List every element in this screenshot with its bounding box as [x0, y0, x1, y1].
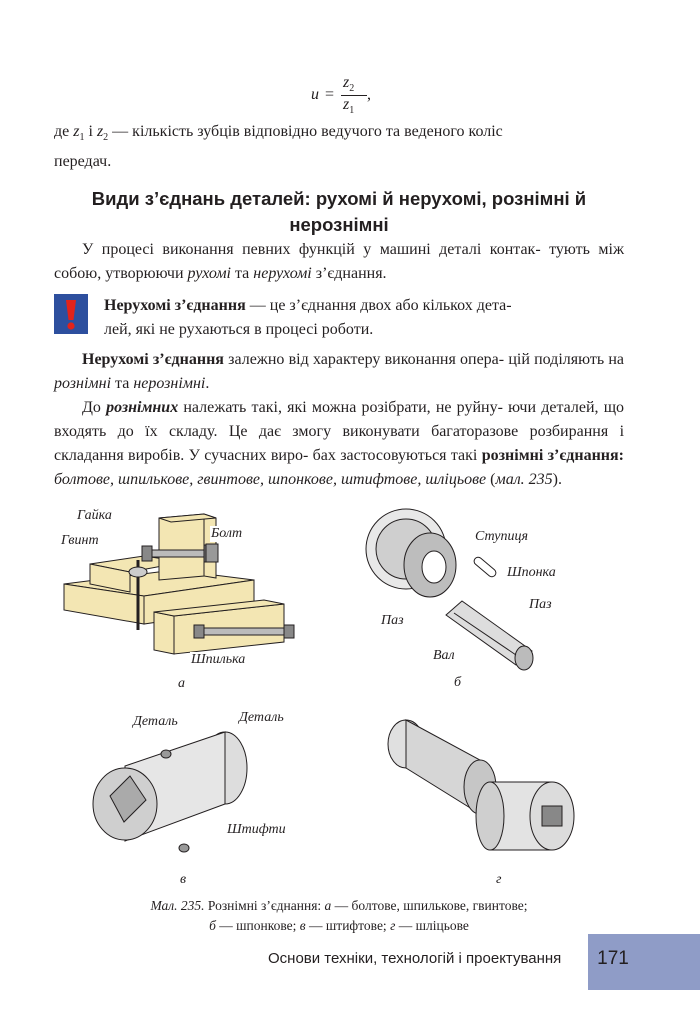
label-bolt: Болт	[211, 526, 243, 541]
label-detal-left: Деталь	[133, 714, 178, 729]
pin-joint-illustration	[80, 706, 320, 886]
bolt-illustration	[54, 500, 324, 700]
formula-eq: =	[325, 86, 335, 103]
label-paz-left: Паз	[381, 613, 404, 628]
formula-trail: ,	[367, 86, 371, 103]
label-shponka: Шпонка	[507, 565, 556, 580]
paragraph-fixed-joints: Нерухомі з’єднання залежно від характеру виконання опера- цій поділяють на рознімні та нерознімні.	[54, 351, 625, 392]
figure-b-key-joint	[350, 505, 630, 700]
page-number: 171	[597, 948, 629, 969]
label-shtyfty: Штифти	[227, 822, 286, 837]
definition-note: Нерухомі з’єднання — це з’єднання двох або кількох дета- лей, які не рухаються в процесі роботи.	[104, 297, 512, 338]
label-stupytsia: Ступиця	[475, 529, 529, 544]
label-val: Вал	[433, 648, 455, 663]
figure-a-label: а	[178, 676, 185, 691]
formula-lhs: u	[311, 86, 319, 103]
label-shpylka: Шпилька	[191, 652, 246, 667]
paragraph-intro: У процесі виконання певних функцій у машині деталі контак- тують між собою, утворюючи рухомі та нерухомі з’єднання.	[54, 241, 625, 282]
figure-v-label: в	[180, 872, 187, 887]
label-detal-right: Деталь	[239, 710, 284, 725]
figure-b-label: б	[454, 675, 462, 690]
formula-denominator: $z_1$	[343, 96, 355, 117]
spline-joint-illustration	[380, 710, 600, 886]
formula-definition: де $z_1$ і $z_2$ — кількість зубців відповідно ведучого та веденого коліс передач.	[54, 123, 503, 171]
footer-title: Основи техніки, технологій і проектування	[268, 950, 562, 967]
gear-ratio-formula	[305, 74, 425, 118]
figure-v-pin-joint	[80, 706, 320, 886]
figure-g-spline-joint	[380, 710, 600, 886]
paragraph-detachable: До рознімних належать такі, які можна розібрати, не руйну- ючи деталей, що входять до їх складу. Це дає змогу виконувати багаторазове розбирання і складання виробів. У сучасних виро- бах застосовуються такі рознімні з’єднання: болтове, шпилькове, гвинтове, шпонкове, штифтове, шліцьове (мал. 235).	[54, 399, 625, 488]
label-gvynt: Гвинт	[61, 533, 99, 548]
label-gaika: Гайка	[77, 508, 112, 523]
label-paz-right: Паз	[529, 597, 552, 612]
section-heading: Види з’єднань деталей: рухомі й нерухомі, рознімні й нерознімні	[91, 188, 587, 235]
figure-a-bolt-joint	[54, 500, 324, 700]
figure-caption: Мал. 235. Рознімні з’єднання: а — болтове, шпилькове, гвинтове; б — шпонкове; в — штифтове; г — шліцьове	[150, 898, 528, 933]
page-number-box	[588, 934, 700, 990]
formula-numerator: $z_2$	[343, 74, 355, 95]
exclamation-icon	[54, 294, 88, 334]
figure-g-label: г	[496, 872, 502, 887]
